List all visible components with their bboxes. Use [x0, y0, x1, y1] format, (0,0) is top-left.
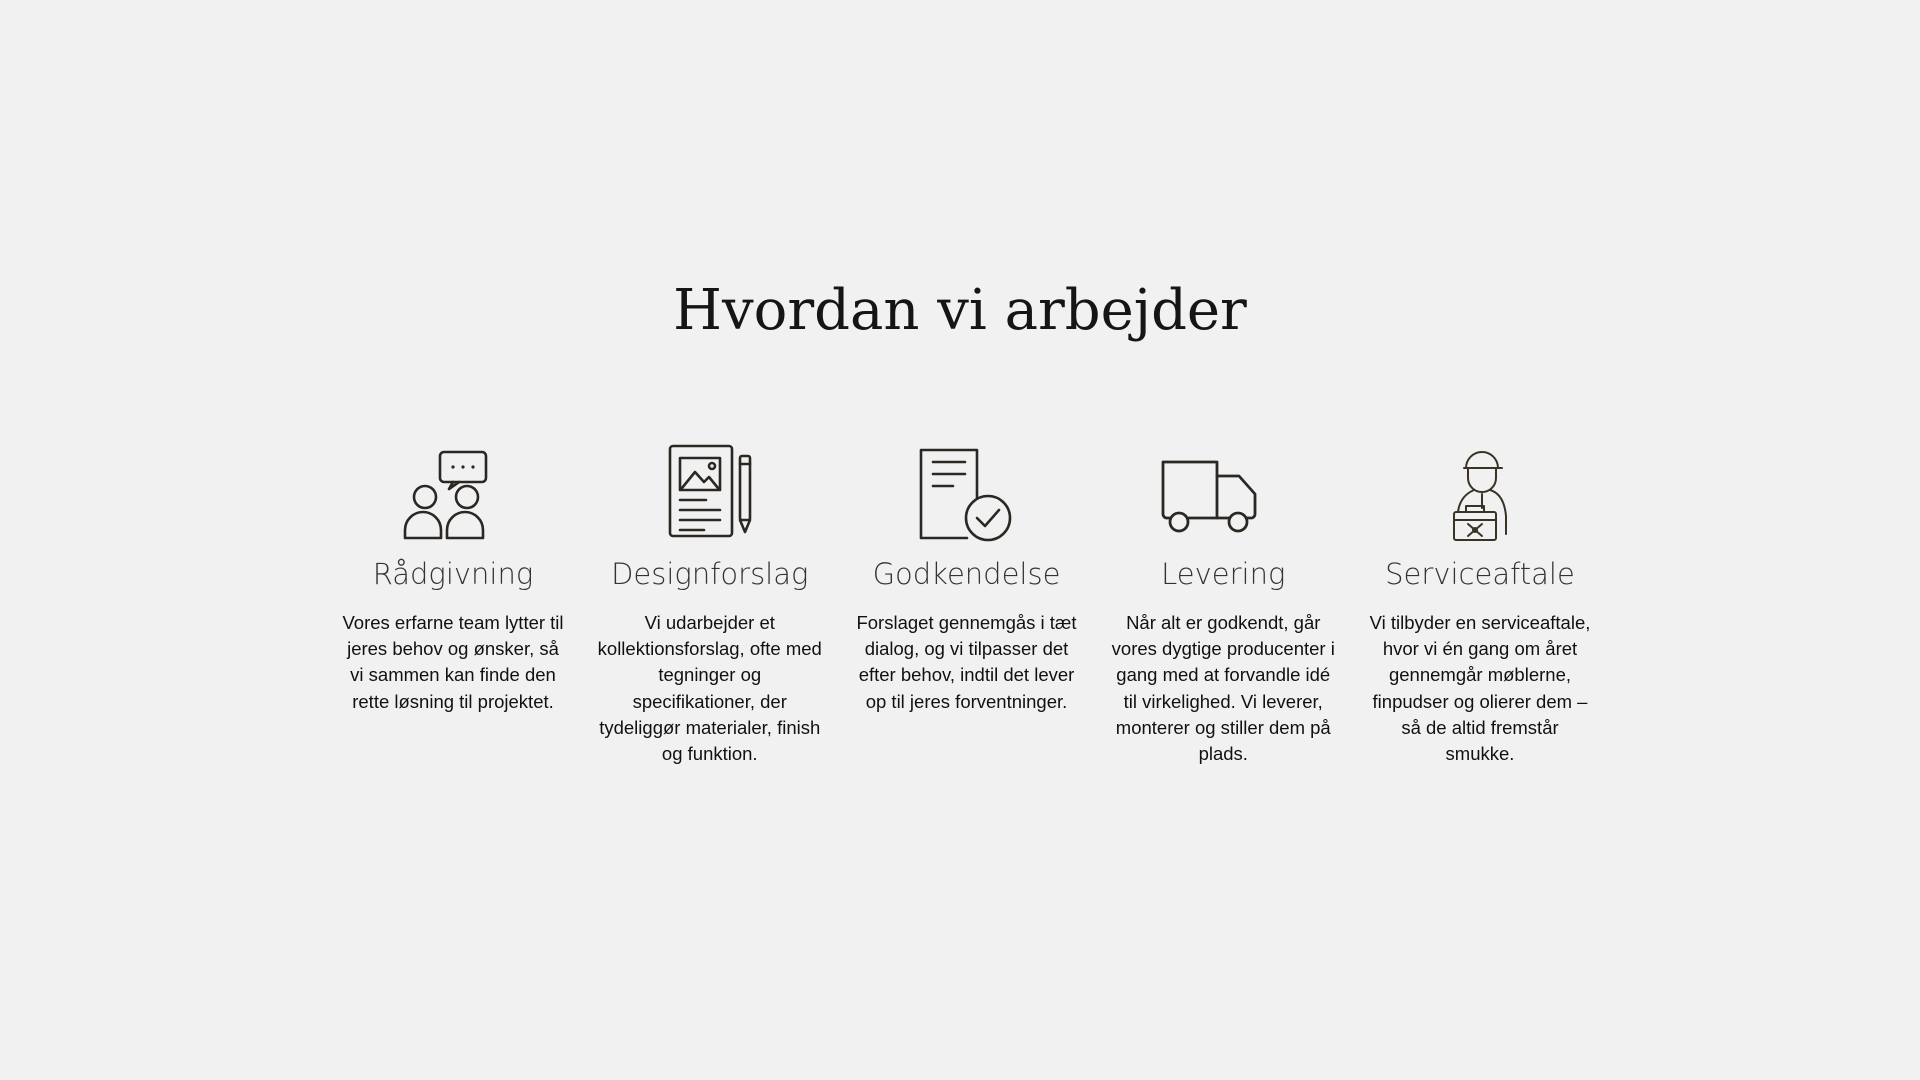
design-document-pencil-icon: [660, 442, 760, 542]
step-description: Vi tilbyder en serviceaftale, hvor vi én gang om året gennemgår møblerne, finpudser og olierer dem – så de altid fremstår smukke.: [1369, 611, 1591, 765]
step-consultation: [340, 442, 566, 768]
service-worker-toolbox-icon: [1430, 442, 1530, 542]
step-description: Vi udarbejder et kollektionsforslag, ofte med tegninger og specifikationer, der tydeliggør materialer, finish og funktion.: [597, 611, 822, 765]
step-delivery: [1110, 442, 1336, 768]
delivery-truck-icon: [1173, 442, 1273, 542]
step-description: Når alt er godkendt, går vores dygtige producenter i gang med at forvandle idé til virkelighed. Vi leverer, monterer og stiller dem på plads.: [1111, 611, 1335, 765]
process-steps: [340, 442, 1593, 768]
step-title: Designforslag: [611, 557, 809, 591]
step-design-proposal: [597, 442, 823, 768]
step-approval: [854, 442, 1080, 768]
step-title: Serviceaftale: [1385, 557, 1575, 591]
approved-document-icon: [917, 442, 1017, 542]
section-heading: Hvordan vi arbejder: [673, 278, 1247, 343]
step-title: Godkendelse: [872, 557, 1061, 591]
step-title: Levering: [1161, 557, 1286, 591]
step-description: Vores erfarne team lytter til jeres behov og ønsker, så vi sammen kan finde den rette løsning til projektet.: [342, 611, 564, 712]
consultation-icon: [403, 442, 503, 542]
step-title: Rådgivning: [372, 557, 534, 591]
step-service-agreement: [1367, 442, 1593, 768]
step-description: Forslaget gennemgås i tæt dialog, og vi tilpasser det efter behov, indtil det lever op til jeres forventninger.: [856, 611, 1077, 712]
